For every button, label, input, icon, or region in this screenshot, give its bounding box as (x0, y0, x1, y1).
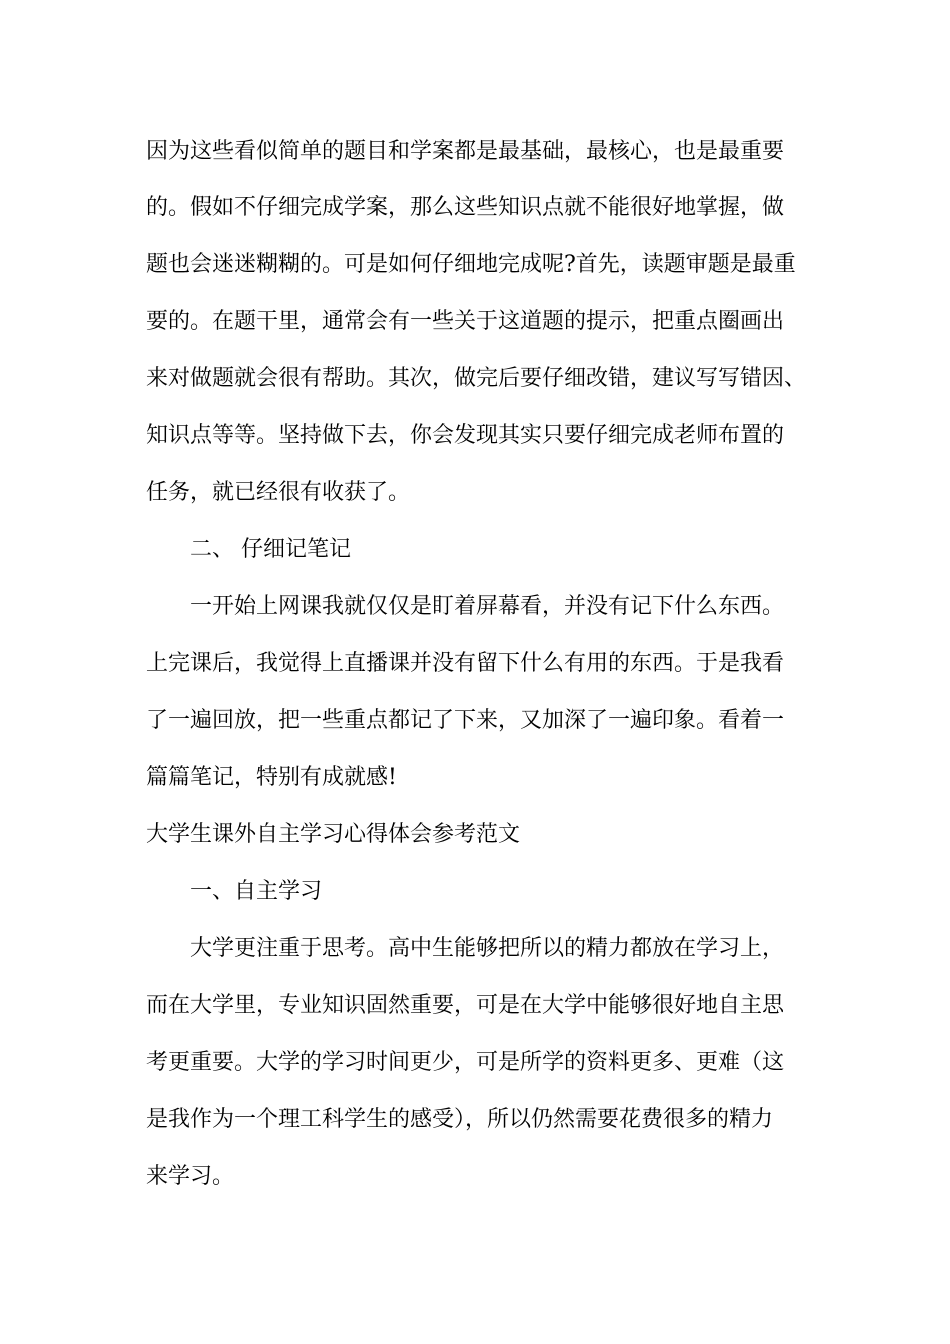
paragraph-line: 任务，就已经很有收获了。 (146, 480, 411, 505)
paragraph-line: 来对做题就会很有帮助。其次，做完后要仔细改错，建议写写错因、 (146, 366, 807, 391)
paragraph-line: 来学习。 (146, 1164, 235, 1189)
paragraph-line: 了一遍回放，把一些重点都记了下来，又加深了一遍印象。看着一 (146, 708, 785, 733)
paragraph-line: 因为这些看似简单的题目和学案都是最基础，最核心，也是最重要 (146, 139, 785, 164)
paragraph-line: 而在大学里，专业知识固然重要，可是在大学中能够很好地自主思 (146, 993, 785, 1018)
paragraph-line: 一开始上网课我就仅仅是盯着屏幕看，并没有记下什么东西。 (190, 594, 785, 619)
paragraph-line: 是我作为一个理工科学生的感受），所以仍然需要花费很多的精力 (146, 1107, 774, 1132)
paragraph-line: 题也会迷迷糊糊的。可是如何仔细地完成呢?首先，读题审题是最重 (146, 252, 796, 277)
section-heading: 二、 仔细记笔记 (190, 537, 351, 562)
article-title: 大学生课外自主学习心得体会参考范文 (146, 822, 521, 847)
paragraph-line: 知识点等等。坚持做下去，你会发现其实只要仔细完成老师布置的 (146, 423, 785, 448)
paragraph-line: 篇篇笔记，特别有成就感! (146, 765, 397, 790)
paragraph-line: 考更重要。大学的学习时间更少，可是所学的资料更多、更难（这 (146, 1050, 785, 1075)
paragraph-line: 要的。在题干里，通常会有一些关于这道题的提示，把重点圈画出 (146, 309, 785, 334)
paragraph-line: 大学更注重于思考。高中生能够把所以的精力都放在学习上， (190, 936, 785, 961)
section-heading: 一、自主学习 (190, 879, 323, 904)
paragraph-line: 上完课后，我觉得上直播课并没有留下什么有用的东西。于是我看 (146, 651, 785, 676)
paragraph-line: 的。假如不仔细完成学案，那么这些知识点就不能很好地掌握，做 (146, 195, 785, 220)
